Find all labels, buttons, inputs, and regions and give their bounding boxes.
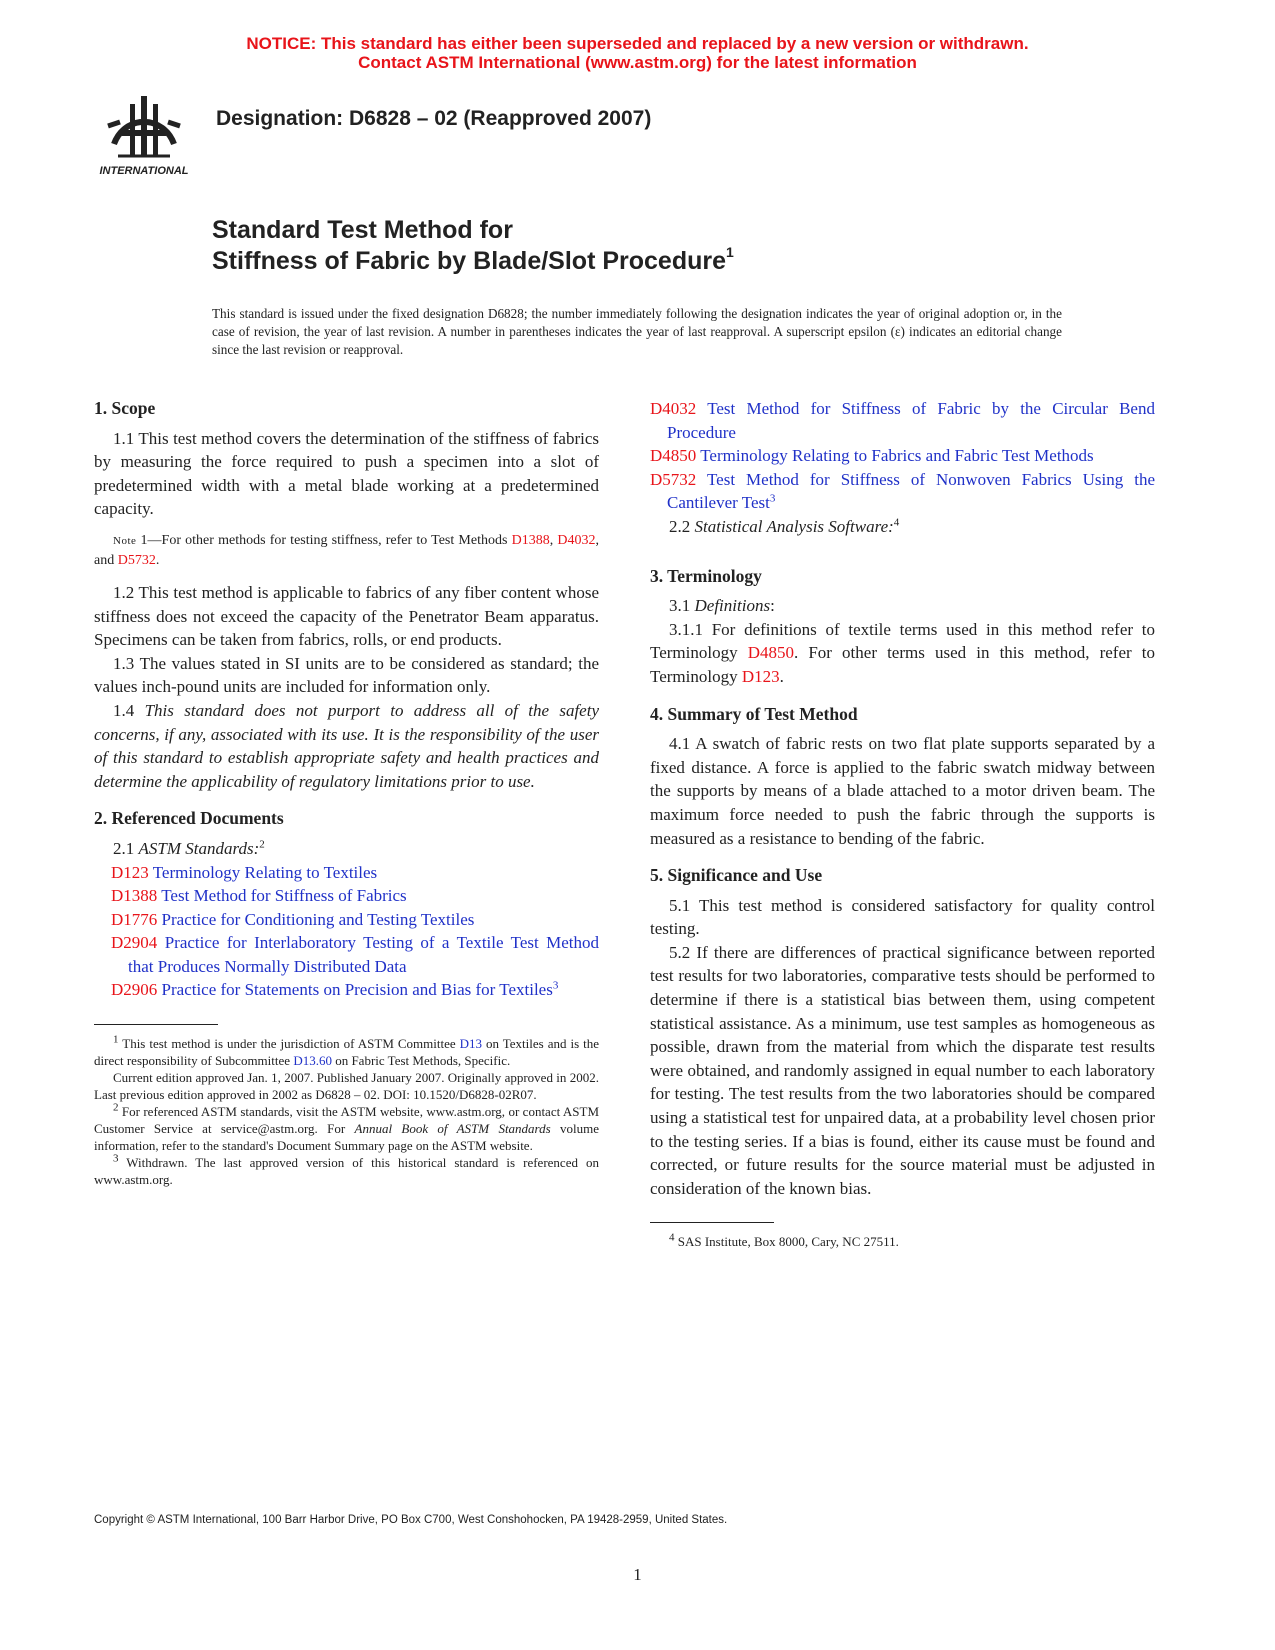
designation: Designation: D6828 – 02 (Reapproved 2007): [216, 107, 652, 130]
scope-1-4-num: 1.4: [113, 700, 145, 720]
title-line-2-text: Stiffness of Fabric by Blade/Slot Procedure: [212, 247, 727, 275]
terminology-3-1: [650, 594, 1155, 618]
ref-item[interactable]: [650, 444, 1155, 468]
ref-code[interactable]: D123: [111, 862, 149, 882]
term-b: . For other terms used in this method, refer to Terminology: [650, 643, 1155, 686]
terminology-3-1-text: Definitions: [694, 596, 771, 616]
fn1-c: on Fabric Test Methods, Specific.: [331, 1053, 511, 1069]
ref-sup: 3: [552, 979, 559, 992]
note-sep-1: ,: [549, 532, 558, 548]
term-a: 3.1.1 For definitions of textile terms used in this method refer to Terminology: [650, 619, 1155, 663]
ref-item[interactable]: [94, 978, 599, 1002]
significance-heading: 5. Significance and Use: [650, 865, 823, 886]
ref-item[interactable]: [94, 884, 599, 908]
fn1-a: This test method is under the jurisdiction of ASTM Committee: [118, 1036, 460, 1052]
scope-1-1: 1.1 This test method covers the determination of the stiffness of fabrics by measuring the force required to push a specimen into a slot of predetermined width with a metal blade working at a predetermined capacity.: [94, 428, 599, 519]
term-ref-d123[interactable]: D123: [741, 666, 780, 686]
withdrawn-notice: [0, 34, 1275, 72]
footnote-1: [94, 1035, 599, 1069]
ref-code[interactable]: D2906: [111, 980, 158, 1000]
note-label: Note: [113, 534, 137, 547]
ref-code[interactable]: D2904: [111, 933, 158, 953]
astm-logo: [94, 86, 194, 186]
note-text: 1—For other methods for testing stiffness, refer to Test Methods: [136, 532, 512, 548]
summary-4-1: 4.1 A swatch of fabric rests on two flat plate supports separated by a fixed distance. A force is applied to the fabric swatch midway between the supports by means of a blade attached to a motor driven beam. The maximum force needed to push the fabric through the supports is measured as a resistance to bending of the fabric.: [650, 734, 1155, 848]
copyright: Copyright © ASTM International, 100 Barr Harbor Drive, PO Box C700, West Conshohocken, PA 19428-2959, United States.: [94, 1514, 728, 1526]
note-end: .: [155, 552, 160, 568]
ref-title[interactable]: Practice for Interlaboratory Testing of a Textile Test Method that Produces Normally Distributed Data: [128, 933, 600, 976]
fn2-b: volume information, refer to the standard's Document Summary page on the ASTM website.: [94, 1121, 600, 1154]
ref-title[interactable]: Practice for Conditioning and Testing Textiles: [161, 909, 475, 929]
summary-heading: 4. Summary of Test Method: [650, 703, 858, 724]
page-title: [212, 215, 734, 277]
fn3-text: Withdrawn. The last approved version of this historical standard is referenced on www.astm.org.: [94, 1155, 599, 1188]
scope-note-1: [94, 531, 599, 571]
footnote-4: [650, 1233, 1155, 1250]
fn1-b: on Textiles and is the direct responsibility of Subcommittee: [94, 1036, 599, 1069]
ref-item[interactable]: [650, 468, 1155, 515]
term-c: .: [779, 666, 784, 686]
issued-statement: This standard is issued under the fixed designation D6828; the number immediately following the designation indicates the year of original adoption or, in the case of revision, the year of last revision. A number in parentheses indicates the year of last reapproval. A superscript epsilon (ε) indicates an editorial change since the last revision or reapproval.: [212, 306, 1062, 357]
notice-line-2: Contact ASTM International (www.astm.org) for the latest information: [358, 53, 917, 72]
ref-title[interactable]: Terminology Relating to Textiles: [152, 862, 378, 882]
ref-item[interactable]: [650, 397, 1155, 444]
footnote-divider: [94, 1024, 218, 1025]
fn4-text: SAS Institute, Box 8000, Cary, NC 27511.: [674, 1234, 899, 1250]
terminology-3-1-colon: :: [770, 596, 775, 616]
scope-1-3: 1.3 The values stated in SI units are to be considered as standard; the values inch-pound units are included for information only.: [94, 653, 599, 697]
fn2-italic: Annual Book of ASTM Standards: [354, 1121, 551, 1137]
terminology-3-1-num: 3.1: [669, 596, 695, 616]
footnote-3: [94, 1154, 599, 1188]
logo-text: INTERNATIONAL: [99, 165, 189, 177]
footnote-divider: [650, 1222, 774, 1223]
ref-item[interactable]: [94, 861, 599, 885]
ref-title[interactable]: Practice for Statements on Precision and Bias for Textiles: [161, 980, 553, 1000]
ref-title[interactable]: Test Method for Stiffness of Fabric by the Circular Bend Procedure: [667, 399, 1155, 442]
referenced-2-1-num: 2.1: [113, 838, 139, 858]
title-line-1: Standard Test Method for: [212, 216, 513, 244]
referenced-2-2-text: Statistical Analysis Software:: [694, 516, 894, 536]
astm-logo-icon: [94, 86, 194, 186]
title-footnote-mark: 1: [726, 244, 734, 260]
scope-1-4-text: This standard does not purport to address all of the safety concerns, if any, associated with its use. It is the responsibility of the user of this standard to establish appropriate safety and health practices and determine the applicability of regulatory limitations prior to use.: [94, 700, 599, 791]
scope-1-4: [94, 699, 599, 793]
ref-code[interactable]: D5732: [650, 469, 697, 489]
referenced-2-1: [94, 837, 599, 861]
term-ref-d4850[interactable]: D4850: [747, 643, 794, 663]
terminology-3-1-1: [650, 618, 1155, 689]
fn2-a: For referenced ASTM standards, visit the ASTM website, www.astm.org, or contact ASTM Customer Service at service@astm.org. For: [94, 1104, 599, 1137]
scope-1-2: 1.2 This test method is applicable to fabrics of any fiber content whose stiffness does not exceed the capacity of the Penetrator Beam apparatus. Specimens can be taken from fabrics, rolls, or end products.: [94, 582, 599, 650]
referenced-2-1-text: ASTM Standards:: [138, 838, 260, 858]
note-sep-2: , and: [94, 532, 599, 568]
fn4-sup: 4: [669, 1232, 675, 1245]
ref-code[interactable]: D1388: [111, 886, 158, 906]
significance-5-2: 5.2 If there are differences of practical significance between reported test results for two laboratories, comparative tests should be performed to determine if there is a statistical bias between them, using competent statistical assistance. As a minimum, use test samples as homogeneous as possible, drawn from the material from which the disparate test results were obtained, and randomly assigned in equal number to each laboratory for testing. The test results from the two laboratories should be compared using a statistical test for unpaired data, at a probability level chosen prior to the testing series. If a bias is found, either its cause must be found and corrected, or future results for the source material must be adjusted in consideration of the known bias.: [650, 942, 1155, 1198]
ref-title[interactable]: Test Method for Stiffness of Fabrics: [161, 886, 407, 906]
ref-title[interactable]: Test Method for Stiffness of Nonwoven Fabrics Using the Cantilever Test: [667, 469, 1156, 513]
ref-code[interactable]: D4850: [650, 446, 697, 466]
fn1-ref-d13-60[interactable]: D13.60: [293, 1053, 332, 1069]
referenced-2-1-sup: 2: [259, 838, 265, 851]
ref-item[interactable]: [94, 908, 599, 932]
ref-code[interactable]: D1776: [111, 909, 158, 929]
ref-item[interactable]: [94, 931, 599, 978]
referenced-2-2-sup: 4: [893, 516, 900, 529]
significance-5-1: 5.1 This test method is considered satisfactory for quality control testing.: [650, 895, 1155, 939]
footnote-2: [94, 1103, 599, 1154]
referenced-2-2-num: 2.2: [669, 516, 695, 536]
ref-sup: 3: [769, 492, 776, 505]
referenced-heading: 2. Referenced Documents: [94, 808, 284, 829]
note-ref-d1388[interactable]: D1388: [511, 532, 550, 548]
scope-heading: 1. Scope: [94, 398, 156, 418]
note-ref-d5732[interactable]: D5732: [117, 552, 156, 568]
left-column: [94, 397, 599, 1188]
referenced-2-2: [650, 515, 1155, 539]
notice-line-1: NOTICE: This standard has either been superseded and replaced by a new version or withdrawn.: [246, 34, 1029, 53]
right-column: [650, 397, 1155, 1250]
fn1-ref-d13[interactable]: D13: [459, 1036, 483, 1052]
terminology-heading: 3. Terminology: [650, 565, 762, 586]
fn3-sup: 3: [113, 1152, 119, 1165]
title-line-2: [212, 246, 734, 277]
fn2-sup: 2: [113, 1101, 119, 1114]
fn1-sup: 1: [113, 1033, 119, 1046]
note-ref-d4032[interactable]: D4032: [557, 532, 596, 548]
ref-title[interactable]: Terminology Relating to Fabrics and Fabric Test Methods: [700, 446, 1094, 466]
ref-code[interactable]: D4032: [650, 399, 697, 418]
footnote-1-edition: Current edition approved Jan. 1, 2007. Published January 2007. Originally approved in 2002. Last previous edition approved in 2002 as D6828 – 02. DOI: 10.1520/D6828-02R07.: [94, 1070, 599, 1103]
page-number: 1: [633, 1565, 642, 1584]
